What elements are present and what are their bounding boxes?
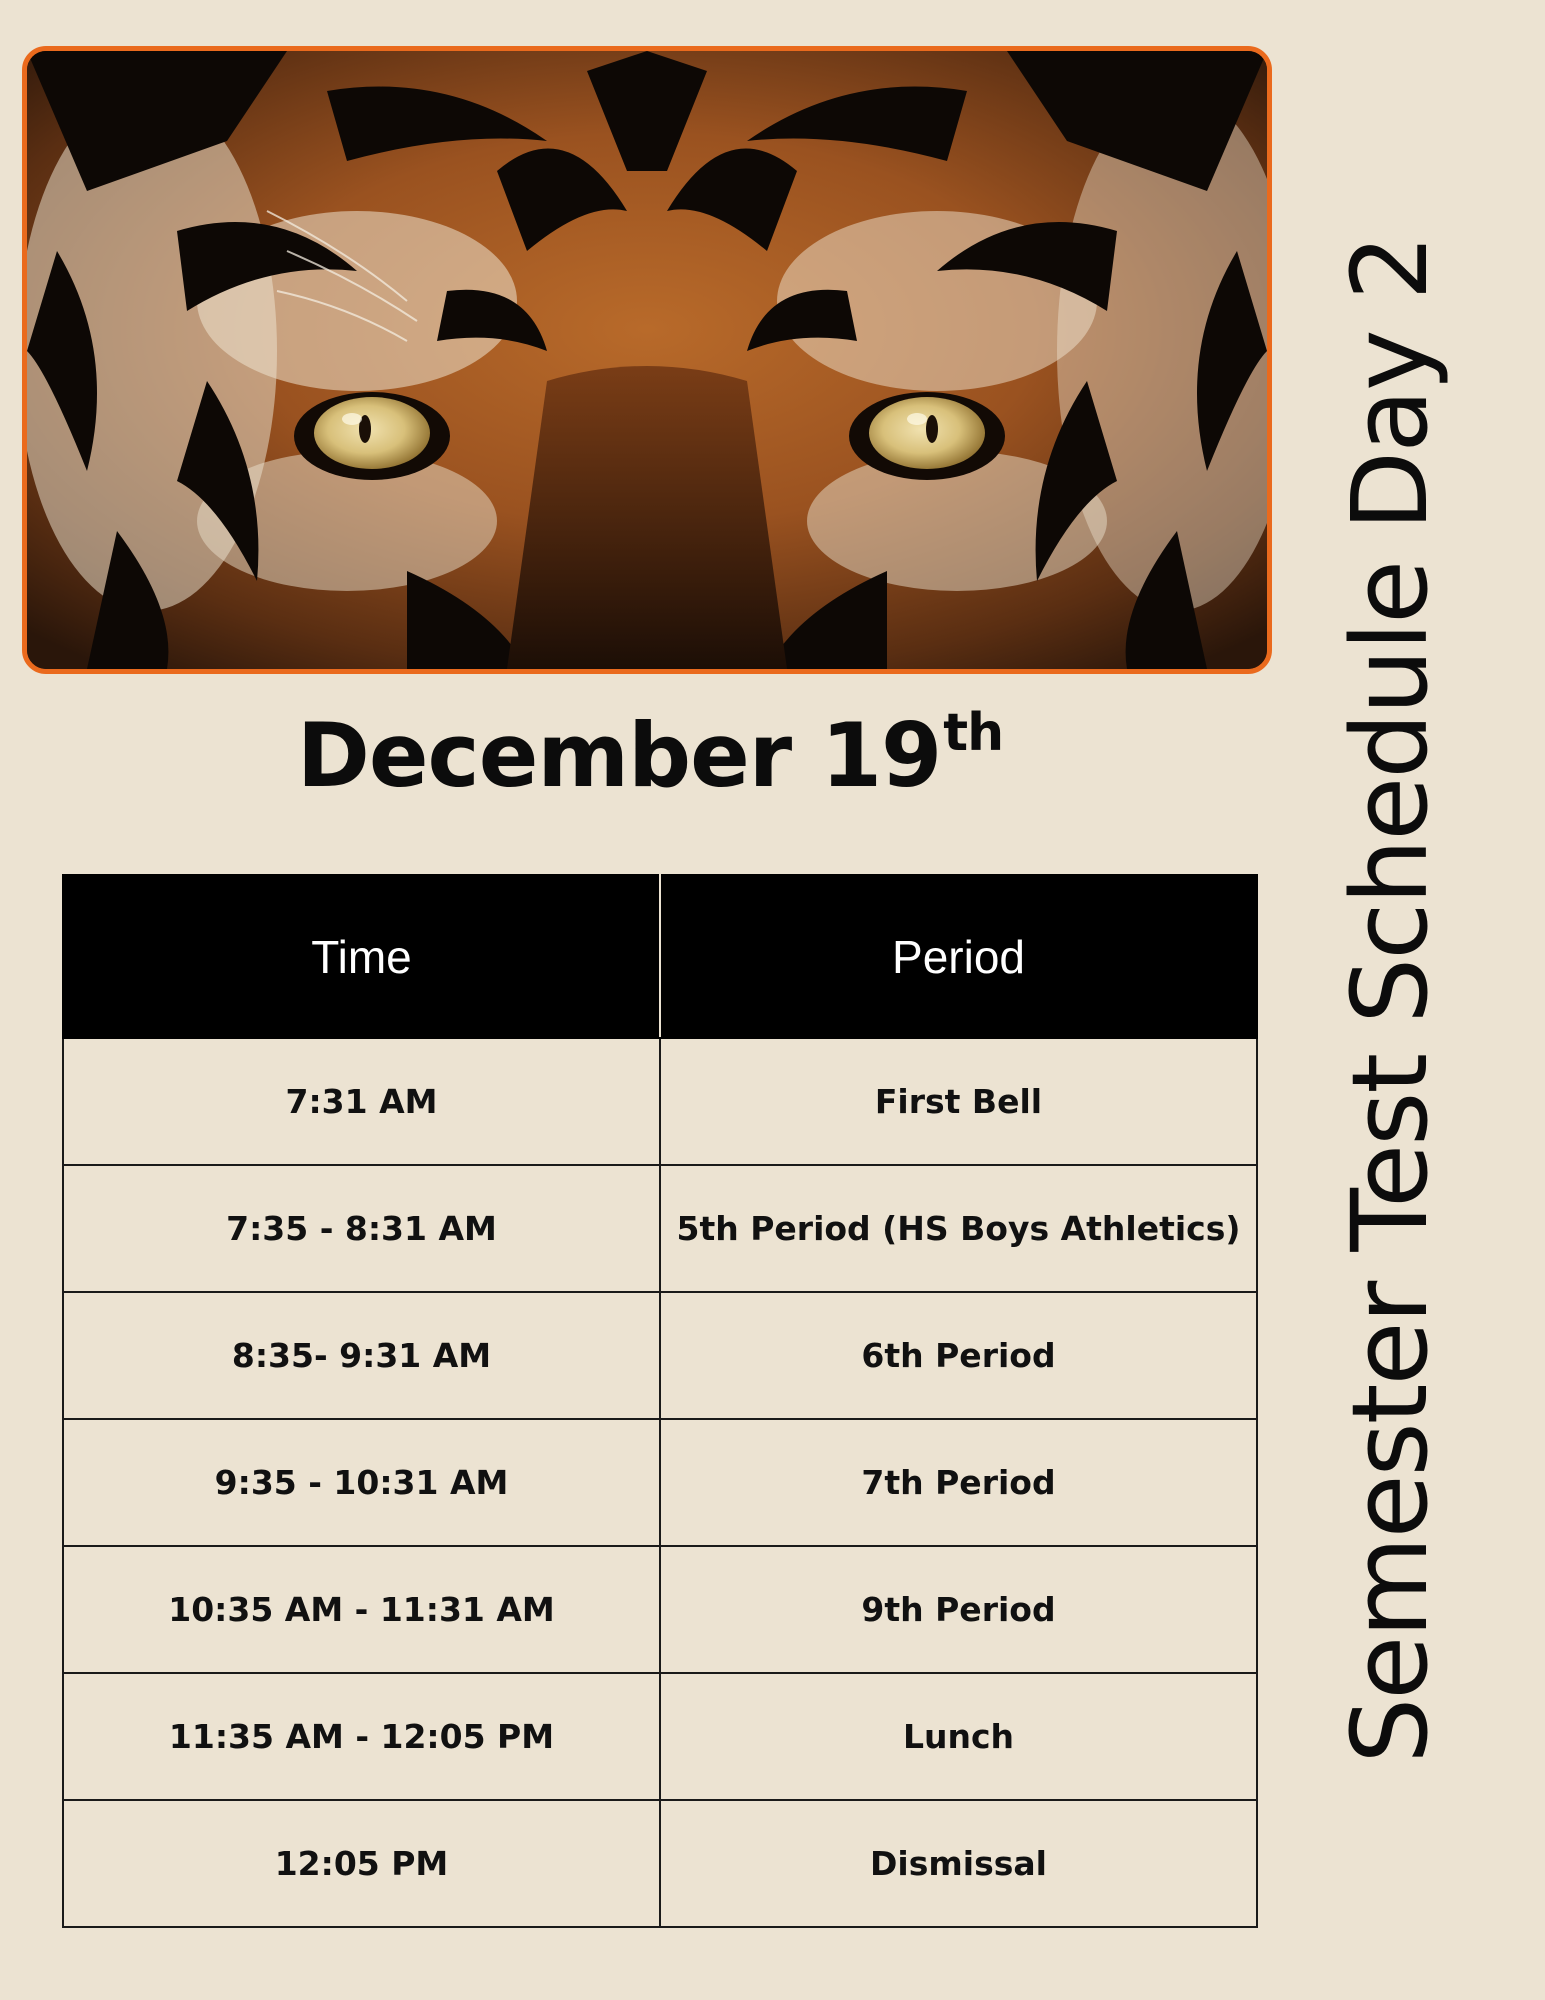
date-ordinal-suffix: th bbox=[943, 702, 1004, 763]
cell-period: 5th Period (HS Boys Athletics) bbox=[660, 1165, 1257, 1292]
schedule-date-heading bbox=[60, 702, 1240, 807]
cell-period: Dismissal bbox=[660, 1800, 1257, 1927]
cell-time: 7:31 AM bbox=[63, 1038, 660, 1165]
page-title-vertical: Semester Test Schedule Day 2 bbox=[1329, 236, 1451, 1764]
table-row bbox=[63, 1292, 1257, 1419]
cell-time: 11:35 AM - 12:05 PM bbox=[63, 1673, 660, 1800]
cell-time: 10:35 AM - 11:31 AM bbox=[63, 1546, 660, 1673]
cell-period: 9th Period bbox=[660, 1546, 1257, 1673]
tiger-eyes-illustration bbox=[27, 51, 1267, 669]
schedule-table bbox=[62, 874, 1258, 1928]
cell-time: 7:35 - 8:31 AM bbox=[63, 1165, 660, 1292]
table-row bbox=[63, 1419, 1257, 1546]
table-row bbox=[63, 1165, 1257, 1292]
tiger-eye-left bbox=[294, 392, 450, 480]
cell-time: 8:35- 9:31 AM bbox=[63, 1292, 660, 1419]
cell-time: 9:35 - 10:31 AM bbox=[63, 1419, 660, 1546]
cell-period: Lunch bbox=[660, 1673, 1257, 1800]
table-row bbox=[63, 1038, 1257, 1165]
table-row bbox=[63, 1800, 1257, 1927]
date-main: December 19 bbox=[296, 704, 942, 807]
tiger-eye-right bbox=[849, 392, 1005, 480]
table-row bbox=[63, 1673, 1257, 1800]
column-header-time: Time bbox=[63, 875, 660, 1038]
cell-time: 12:05 PM bbox=[63, 1800, 660, 1927]
tiger-banner-image bbox=[22, 46, 1272, 674]
column-header-period: Period bbox=[660, 875, 1257, 1038]
cell-period: First Bell bbox=[660, 1038, 1257, 1165]
table-header-row bbox=[63, 875, 1257, 1038]
cell-period: 6th Period bbox=[660, 1292, 1257, 1419]
cell-period: 7th Period bbox=[660, 1419, 1257, 1546]
table-row bbox=[63, 1546, 1257, 1673]
